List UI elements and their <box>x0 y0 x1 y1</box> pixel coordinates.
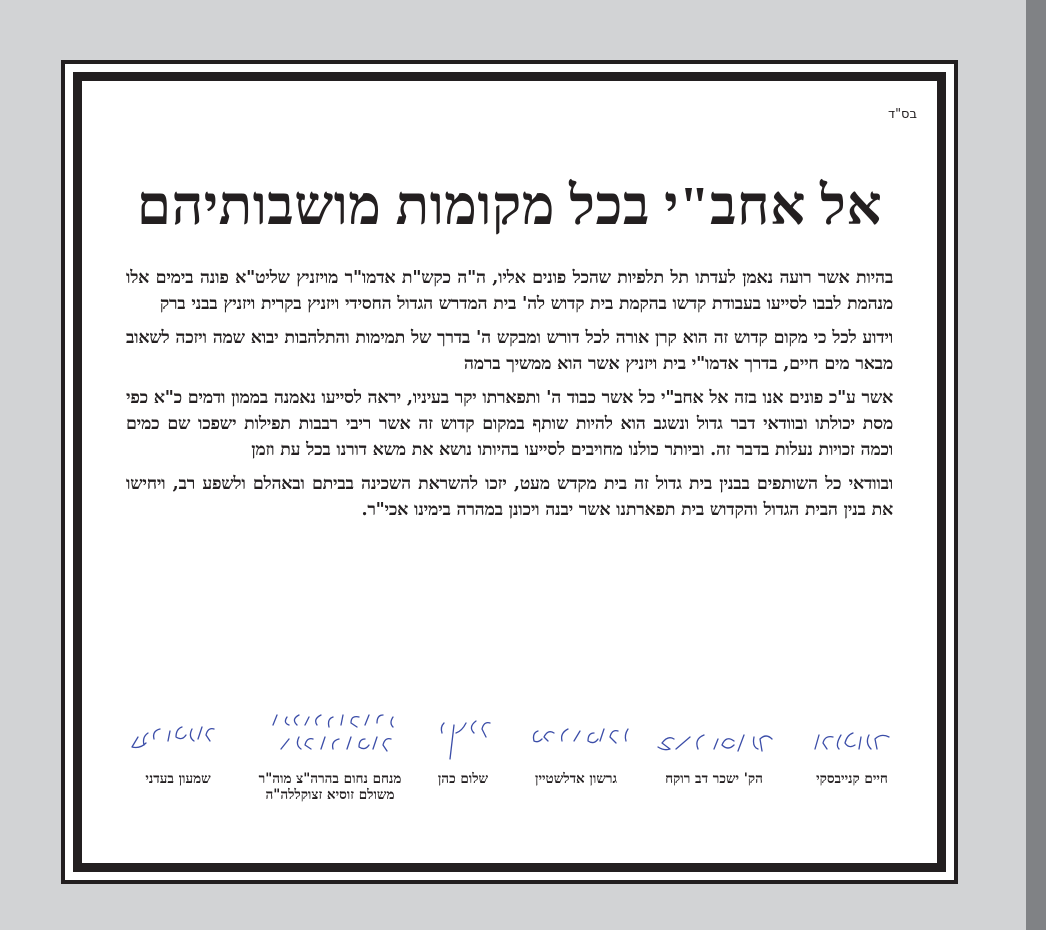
right-edge-bar <box>1026 0 1046 930</box>
handwritten-signature-image <box>514 709 638 771</box>
handwritten-signature-image <box>255 709 405 771</box>
signatory-name: חיים קנייבסקי <box>816 771 888 787</box>
notice-frame <box>61 60 958 884</box>
signature-block <box>245 709 415 803</box>
signature-block <box>787 709 917 787</box>
signatory-name: שמעון בעדני <box>145 771 211 787</box>
handwritten-signature-image <box>418 709 508 771</box>
paragraph-1: בהיות אשר רועה נאמן לעדתו תל תלפיות שהכל פונים אליו, ה"ה כקש"ת אדמו"ר מויזניץ שליט"א פונה בימים אלו מנהמת לבבו לסייעו בעבודת קדשו בהקמת בית קדוש לה' בית המדרש הגדול החסידי ויזניץ בקרית ויזניץ בבני ברק <box>126 268 893 314</box>
signatory-name: הק' ישכר דב רוקח <box>665 771 763 787</box>
handwritten-signature-image <box>118 709 238 771</box>
signature-block <box>109 709 247 787</box>
paragraph-2: וידוע לכל כי מקום קדוש זה הוא קרן אורה לכל דורש ומבקש ה' בדרך של תמימות והתלהבות יבוא שמה ויזכה לשאוב מבאר מים חיים, בדרך אדמו"י בית ויזניץ אשר הוא ממשיך ברמה <box>126 328 893 374</box>
notice-paper <box>73 72 946 872</box>
signature-block <box>413 709 513 787</box>
corner-mark: בס"ד <box>887 107 917 122</box>
notice-body <box>126 265 893 531</box>
handwritten-signature-image <box>797 709 907 771</box>
handwritten-signature-image <box>644 709 784 771</box>
signatory-name: מנחם נחום בהרה"צ מוה"ר משולם זוסיא זצוקללה"ה <box>258 771 402 803</box>
paragraph-4: ובוודאי כל השותפים בבנין בית גדול זה בית מקדש מעט, יזכו להשראת השכינה בביתם ובאהלם ולשפע רב, ויחישו את בנין הבית הגדול והקדוש בית תפארתנו אשר יבנה ויכונן במהרה בימינו אכי"ר. <box>126 474 893 520</box>
signature-block <box>511 709 641 787</box>
paragraph-3: אשר ע"כ פונים אנו בזה אל אחב"י כל אשר כבוד ה' ותפארתו יקר בעיניו, יראה לסייעו נאמנה בממון ודמים כ"א כפי מסת יכולתו ובוודאי דבר גדול ונשגב הוא להיות שותף במקום קדוש זה אשר ריבי רבבות תפילות ישפכו שם כמים וכמה זכויות נעלות בדבר זה. וביותר כולנו מחויבים לסייעו בהיותו נושא את משא דורנו בכל עת וזמן <box>126 388 893 460</box>
signatory-name: שלום כהן <box>437 771 489 787</box>
signatures-row <box>102 709 917 829</box>
signature-block <box>639 709 789 787</box>
notice-headline: אל אחב"י בכל מקומות מושבותיהם <box>136 175 883 236</box>
signatory-name: גרשון אדלשטיין <box>535 771 617 787</box>
